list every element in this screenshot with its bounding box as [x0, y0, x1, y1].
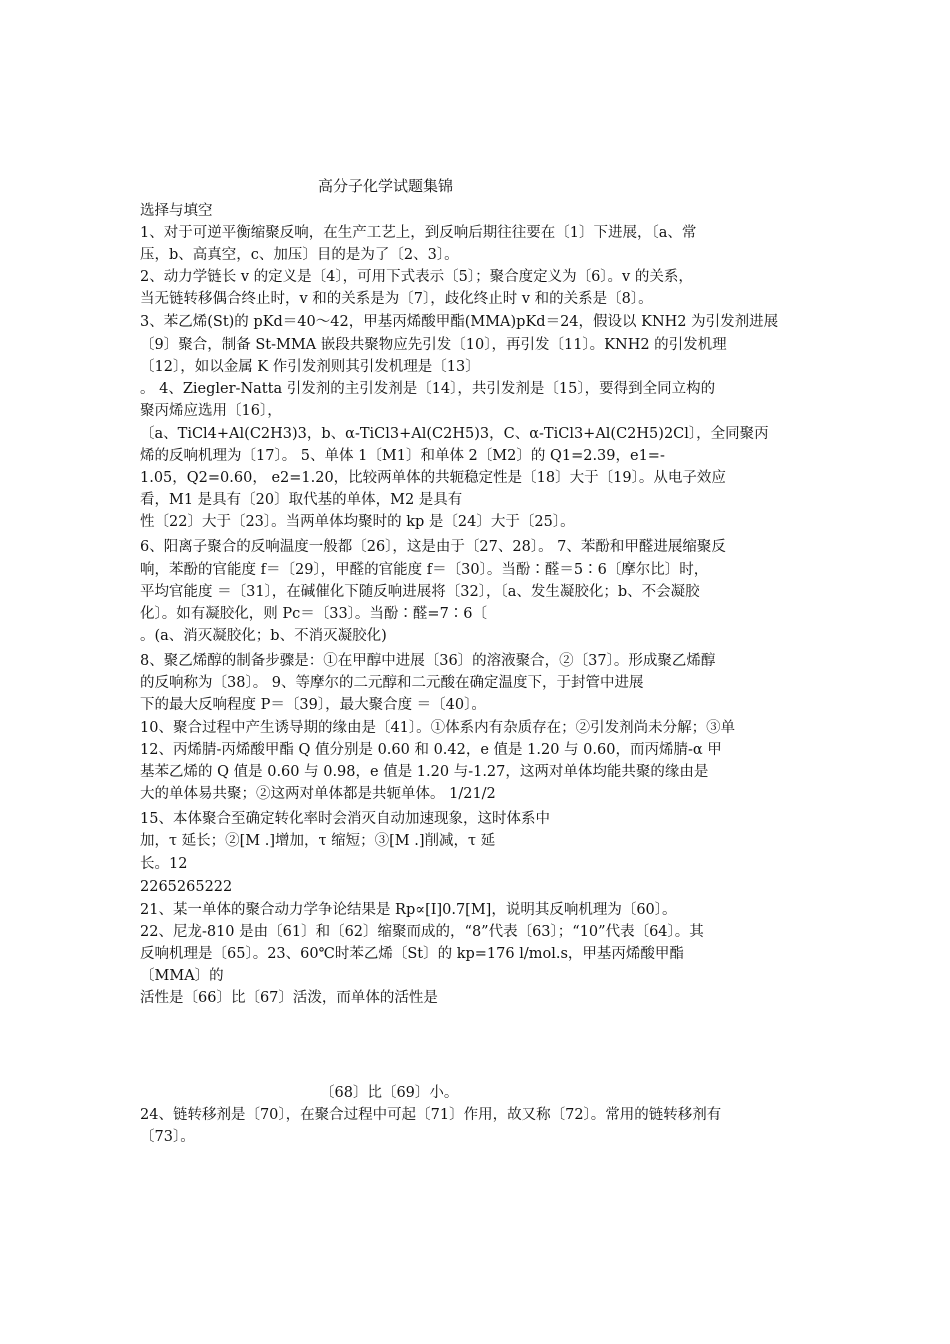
text-line: 10、聚合过程中产生诱导期的缘由是〔41〕。①体系内有杂质存在；②引发剂尚未分解；③单: [140, 720, 736, 736]
text-line: 〔68〕比〔69〕小。: [320, 1085, 459, 1101]
text-line: 12、丙烯腈-丙烯酸甲酯 Q 值分别是 0.60 和 0.42，e 值是 1.20 与 0.60，而丙烯腈-α 甲: [140, 742, 722, 758]
text-line: 平均官能度 ＝〔31〕，在碱催化下随反响进展将〔32〕，〔a、发生凝胶化；b、不会凝胶: [140, 584, 700, 600]
document-title: 高分子化学试题集锦: [318, 177, 454, 195]
text-line: 响，苯酚的官能度 f＝〔29〕，甲醛的官能度 f＝〔30〕。当酚∶醛＝5∶6〔摩尔比〕时，: [140, 562, 709, 578]
text-line: 当无链转移偶合终止时，v 和的关系是为〔7〕，歧化终止时 v 和的关系是〔8〕。: [140, 291, 653, 307]
text-line: 下的最大反响程度 P＝〔39〕，最大聚合度 ＝〔40〕。: [140, 697, 486, 713]
text-line: 加，τ 延长；②[M .]增加，τ 缩短；③[M .]削减，τ 延: [140, 833, 496, 849]
text-line: 基苯乙烯的 Q 值是 0.60 与 0.98，e 值是 1.20 与-1.27，这两对单体均能共聚的缘由是: [140, 764, 709, 780]
text-line: 3、苯乙烯(St)的 pKd＝40～42，甲基丙烯酸甲酯(MMA)pKd＝24，假设以 KNH2 为引发剂进展: [140, 314, 779, 330]
text-line: 1、对于可逆平衡缩聚反响，在生产工艺上，到反响后期往往要在〔1〕下进展，〔a、常: [140, 225, 697, 241]
text-line: 性〔22〕大于〔23〕。当两单体均聚时的 kp 是〔24〕大于〔25〕。: [140, 514, 575, 530]
text-line: 21、某一单体的聚合动力学争论结果是 Rp∝[I]0.7[M]，说明其反响机理为〔60〕。: [140, 902, 677, 918]
text-line: 长。12: [140, 856, 188, 872]
text-line: 烯的反响机理为〔17〕。 5、单体 1〔M1〕和单体 2〔M2〕的 Q1=2.39，e1=-: [140, 448, 665, 464]
text-line: 2265265222: [140, 879, 233, 895]
text-line: 1.05，Q2=0.60， e2=1.20，比较两单体的共轭稳定性是〔18〕大于〔19〕。从电子效应: [140, 470, 726, 486]
section-heading: 选择与填空: [140, 203, 213, 219]
text-line: 。 4、Ziegler-Natta 引发剂的主引发剂是〔14〕，共引发剂是〔15〕，要得到全同立构的: [140, 381, 716, 397]
text-line: 压，b、高真空，c、加压〕目的是为了〔2、3〕。: [140, 247, 459, 263]
text-line: 〔9〕聚合，制备 St-MMA 嵌段共聚物应先引发〔10〕，再引发〔11〕。KNH2 的引发机理: [140, 337, 727, 353]
text-line: 聚丙烯应选用〔16〕，: [140, 403, 282, 419]
text-line: 2、动力学链长 v 的定义是〔4〕，可用下式表示〔5〕；聚合度定义为〔6〕。v 的关系，: [140, 269, 693, 285]
text-line: 化〕。如有凝胶化，则 Pc＝〔33〕。当酚∶醛=7∶6〔: [140, 606, 488, 622]
text-line: 15、本体聚合至确定转化率时会消灭自动加速现象，这时体系中: [140, 811, 550, 827]
text-line: 〔12〕，如以金属 K 作引发剂则其引发机理是〔13〕: [140, 359, 480, 375]
text-line: 活性是〔66〕比〔67〕活泼，而单体的活性是: [140, 990, 438, 1006]
text-line: 〔73〕。: [140, 1129, 195, 1145]
text-line: 大的单体易共聚；②这两对单体都是共轭单体。 1/21/2: [140, 786, 496, 802]
text-line: 〔a、TiCl4+Al(C2H3)3，b、α-TiCl3+Al(C2H5)3，C、α-TiCl3+Al(C2H5)2Cl〕，全同聚丙: [140, 426, 769, 442]
text-line: 24、链转移剂是〔70〕，在聚合过程中可起〔71〕作用，故又称〔72〕。常用的链转移剂有: [140, 1107, 722, 1123]
text-line: 。(a、消灭凝胶化；b、不消灭凝胶化): [140, 628, 387, 644]
text-line: 反响机理是〔65〕。23、60℃时苯乙烯〔St〕的 kp=176 l/mol.s，甲基丙烯酸甲酯: [140, 946, 684, 962]
text-line: 〔MMA〕的: [140, 968, 224, 984]
text-line: 6、阳离子聚合的反响温度一般都〔26〕，这是由于〔27、28〕。 7、苯酚和甲醛进展缩聚反: [140, 539, 726, 555]
text-line: 看，M1 是具有〔20〕取代基的单体，M2 是具有: [140, 492, 463, 508]
text-line: 22、尼龙-810 是由〔61〕和〔62〕缩聚而成的，“8”代表〔63〕；“10”代表〔64〕。其: [140, 924, 704, 940]
text-line: 8、聚乙烯醇的制备步骤是：①在甲醇中进展〔36〕的溶液聚合，②〔37〕。形成聚乙烯醇: [140, 653, 716, 669]
text-line: 的反响称为〔38〕。 9、等摩尔的二元醇和二元酸在确定温度下，于封管中进展: [140, 675, 644, 691]
